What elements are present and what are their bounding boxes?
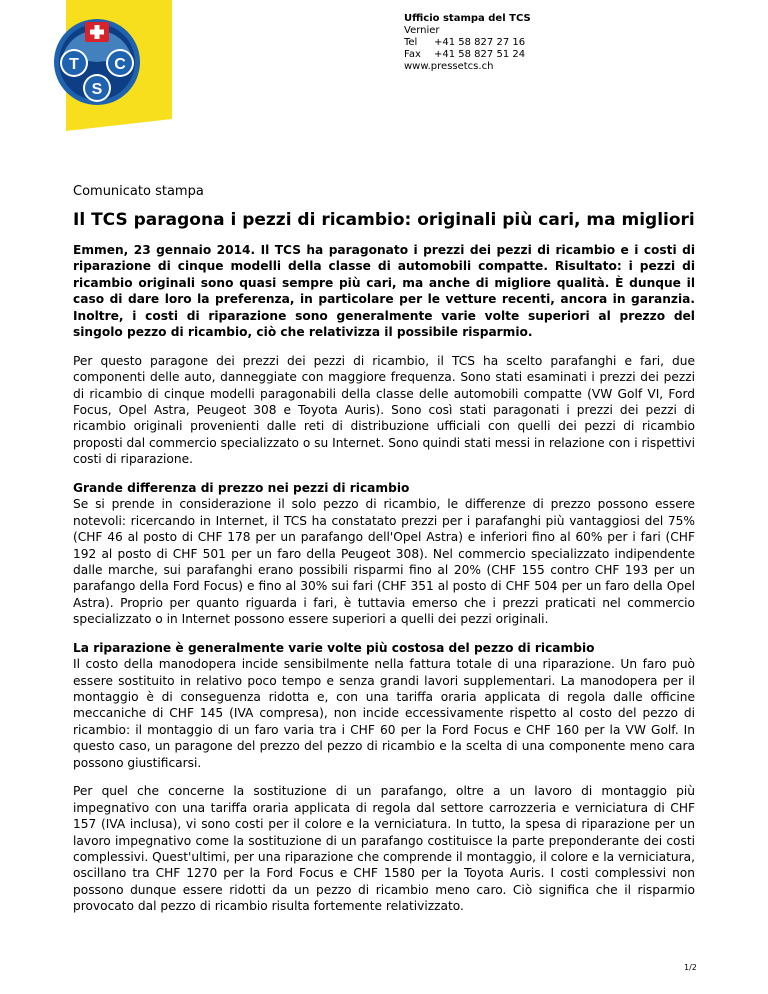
logo-letter-t: T	[69, 56, 79, 73]
section-repair-costs	[73, 640, 695, 771]
tcs-logo	[40, 0, 172, 131]
fax-number: +41 58 827 51 24	[434, 49, 526, 60]
document-type-label: Comunicato stampa	[73, 184, 204, 199]
section-price-difference	[73, 480, 695, 628]
press-release-body	[73, 242, 695, 927]
fax-row	[404, 49, 531, 61]
logo-letter-c: C	[114, 56, 126, 73]
page-title: Il TCS paragona i pezzi di ricambio: originali più cari, ma migliori	[73, 210, 695, 230]
press-website-link[interactable]: www.pressetcs.ch	[404, 61, 494, 72]
phone-label: Tel	[404, 37, 418, 48]
page-number: 1/2	[684, 963, 697, 972]
fax-label: Fax	[404, 49, 421, 60]
tcs-emblem-svg	[40, 0, 172, 131]
press-office-name: Ufficio stampa del TCS	[404, 13, 531, 24]
closing-paragraph: Per quel che concerne la sostituzione di un parafango, oltre a un lavoro di montaggio più impegnativo con una tariffa oraria applicata di regola dal settore carrozzeria e verniciatura di CHF 157 (IVA inclusa), vi sono costi per il colore e la verniciatura. In tutto, la spesa di riparazione per un lavoro impegnativo come la sostituzione di un parafango costituisce la parte preponderante dei costi complessivi. Quest'ultimi, per una riparazione che comprende il montaggio, il colore e la verniciatura, oscillano tra CHF 1270 per la Ford Focus e CHF 1580 per la Toyota Auris. I costi complessivi non possono dunque essere ridotti da un pezzo di ricambio meno caro. Ciò significa che il risparmio provocato dal pezzo di ricambio risulta fortemente relativizzato.	[73, 784, 695, 914]
press-office-city: Vernier	[404, 25, 440, 36]
phone-number: +41 58 827 27 16	[434, 37, 526, 48]
swiss-cross-icon	[85, 22, 109, 42]
lead-paragraph: Emmen, 23 gennaio 2014. Il TCS ha paragonato i prezzi dei pezzi di ricambio e i costi di riparazione di cinque modelli della classe di automobili compatte. Risultato: i pezzi di ricambio originali sono quasi sempre più cari, ma anche di migliore qualità. È dunque il caso di dare loro la preferenza, in particolare per le vetture recenti, ancora in garanzia. Inoltre, i costi di riparazione sono generalmente varie volte superiori al prezzo del singolo pezzo di ricambio, ciò che relativizza il possibile risparmio.	[73, 243, 695, 340]
section-paragraph: Se si prende in considerazione il solo pezzo di ricambio, le differenze di prezzo possono essere notevoli: ricercando in Internet, il TCS ha constatato prezzi per i parafanghi più vantaggiosi del 75% (CHF 46 al posto di CHF 178 per un parafango dell'Opel Astra) e inferiori fino al 60% per i fari (CHF 192 al posto di CHF 501 per un faro della Peugeot 308). Nel commercio specializzato indipendente dalle marche, sui parafanghi erano possibili risparmi fino al 20% (CHF 155 contro CHF 193 per un parafango della Ford Focus) e fino al 30% sui fari (CHF 351 al posto di CHF 504 per un faro della Opel Astra). Proprio per quanto riguarda i fari, è tuttavia emerso che i prezzi praticati nel commercio specializzato o in Internet possono essere superiori a quelli dei pezzi originali.	[73, 497, 695, 627]
logo-letter-s: S	[91, 81, 103, 98]
phone-row	[404, 37, 531, 49]
press-office-contact	[404, 13, 531, 73]
section-paragraph: Il costo della manodopera incide sensibilmente nella fattura totale di una riparazione. Un faro può essere sostituito in relativo poco tempo e senza grandi lavori supplementari. La manodopera per il montaggio è di conseguenza ridotta e, con una tariffa oraria applicata di regola dalle officine meccaniche di CHF 145 (IVA compresa), non incide eccessivamente rispetto al costo del pezzo di ricambio: il montaggio di un faro varia tra i CHF 60 per la Ford Focus e CHF 160 per la VW Golf. In questo caso, un paragone del prezzo del pezzo di ricambio e la scelta di una componente meno cara possono giustificarsi.	[73, 657, 695, 770]
section-heading: Grande differenza di prezzo nei pezzi di ricambio	[73, 480, 410, 495]
intro-paragraph: Per questo paragone dei prezzi dei pezzi di ricambio, il TCS ha scelto parafanghi e fari, due componenti delle auto, danneggiate con maggiore frequenza. Sono stati esaminati i prezzi dei pezzi di ricambio di cinque modelli paragonabili della classe delle automobili compatte (VW Golf VI, Ford Focus, Opel Astra, Peugeot 308 e Toyota Auris). Sono così stati paragonati i prezzi dei pezzi di ricambio originali provenienti dalle reti di distribuzione ufficiali con quelli dei pezzi di ricambio proposti dal commercio specializzato o su Internet. Sono quindi stati messi in relazione con i rispettivi costi di riparazione.	[73, 353, 695, 467]
section-heading: La riparazione è generalmente varie volte più costosa del pezzo di ricambio	[73, 640, 595, 655]
